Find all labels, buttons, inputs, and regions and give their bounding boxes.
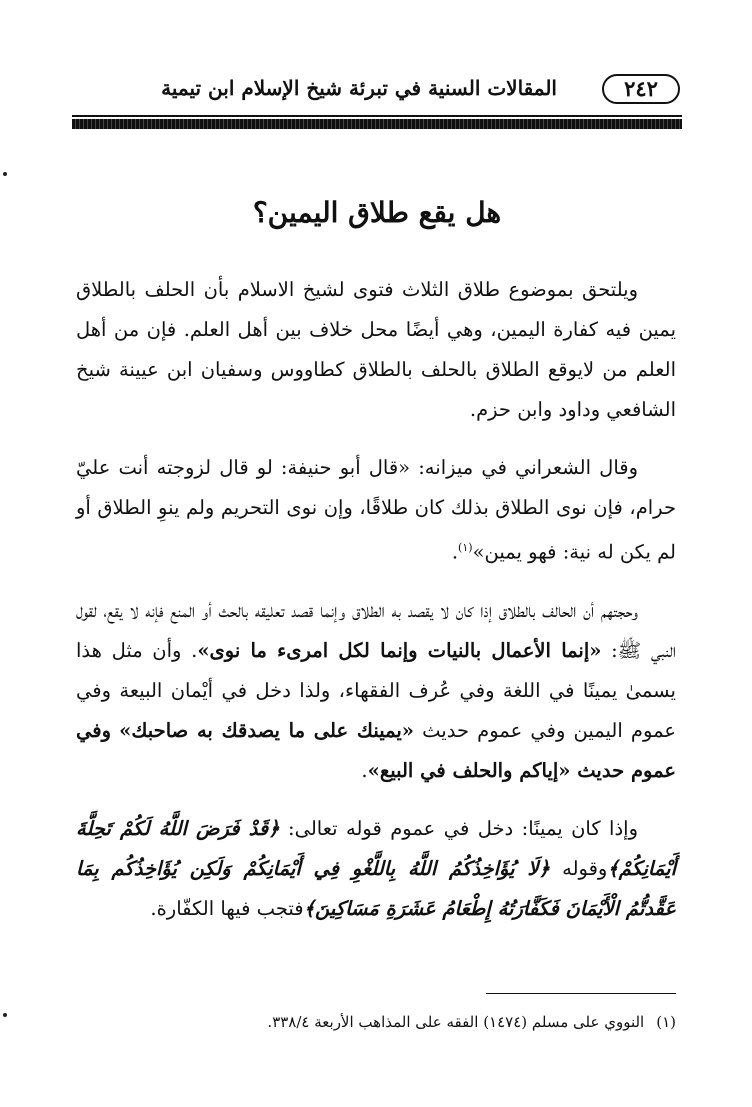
- header-rule-thick: [72, 119, 682, 129]
- footnote: [220, 1013, 676, 1031]
- footnote-divider: [486, 993, 676, 994]
- text-run: وقوله: [549, 856, 608, 880]
- paragraph-1: ويلتحق بموضوع طلاق الثلاث فتوى لشيخ الاسلام بأن الحلف بالطلاق يمين فيه كفارة اليمين، وهي أيضًا محل خلاف بين أهل العلم. فإن من أهل العلم من لايوقع الطلاق بالحلف بالطلاق كطاووس وسفيان ابن عيينة شيخ الشافعي وداود وابن حزم.: [76, 278, 676, 421]
- quran-verse: ﴿قَدْ فَرَضَ اللَّهُ لَكُمْ تَحِلَّةَ أَيْمَانِكُمْ﴾: [76, 816, 676, 880]
- running-title: المقالات السنية في تبرئة شيخ الإسلام ابن تيمية: [161, 76, 557, 100]
- header-rule-thin: [72, 115, 682, 117]
- margin-mark: [3, 172, 7, 176]
- text-run: وإذا كان يمينًا: دخل في عموم قوله تعالى:: [279, 816, 638, 840]
- footnote-number: (١): [656, 1013, 676, 1031]
- paragraph-4: [76, 809, 676, 929]
- text-run: وحجتهم أن الحالف بالطلاق إذا كان لا يقصد به الطلاق وإنما قصد تعليقه بالحث أو المنع فإنه لا يقع، لقول النبي ﷺ:: [76, 598, 676, 662]
- page-number: ٢٤٢: [602, 74, 680, 104]
- text-run: . وأن مثل هذا يسمىٰ يمينًا في اللغة وفي عُرف الفقهاء، ولذا دخل في أيْمان البيعة وفي عموم اليمين وفي عموم حديث: [76, 638, 676, 742]
- quote-text: وقال الشعراني في ميزانه: «قال أبو حنيفة: لو قال لزوجته أنت عليّ حرام، فإن نوى الطلاق بذلك كان طلاقًا، وإن نوى التحريم ولم ينوِ الطلاق أو لم يكن له نية: فهو يمين»: [76, 456, 676, 564]
- hadith-quote: «إنما الأعمال بالنيات وإنما لكل امرىء ما نوى»: [197, 638, 602, 662]
- text-run: [111, 719, 119, 742]
- section-heading: هل يقع طلاق اليمين؟: [252, 196, 502, 229]
- paragraph-2: [76, 448, 676, 573]
- hadith-quote: «يمينك على ما يصدقك به صاحبك»: [119, 718, 414, 742]
- body-text: [76, 270, 676, 947]
- quran-verse: ﴿لَا يُؤَاخِذُكُمُ اللَّهُ بِاللَّغْوِ فِي أَيْمَانِكُمْ وَلَكِن يُؤَاخِذُكُم بِمَا عَقَّدتُّمُ الْأَيْمَانَ فَكَفَّارَتُهُ إِطْعَامُ عَشَرَةِ مَسَاكِينَ﴾: [76, 856, 676, 920]
- paragraph-3: [76, 591, 676, 791]
- sentence-end: .: [451, 540, 459, 564]
- footnote-text: النووي على مسلم (١٤٧٤) الفقه على المذاهب الأربعة ٣٣٨/٤.: [267, 1013, 645, 1031]
- text-run: فتجب فيها الكفّارة.: [150, 896, 304, 920]
- text-run: .: [361, 758, 368, 782]
- hadith-quote: وفي عموم حديث «إياكم والحلف في البيع»: [76, 718, 676, 782]
- footnote-ref: (١): [458, 541, 473, 554]
- margin-mark: [3, 1013, 7, 1017]
- page-header: [72, 72, 682, 112]
